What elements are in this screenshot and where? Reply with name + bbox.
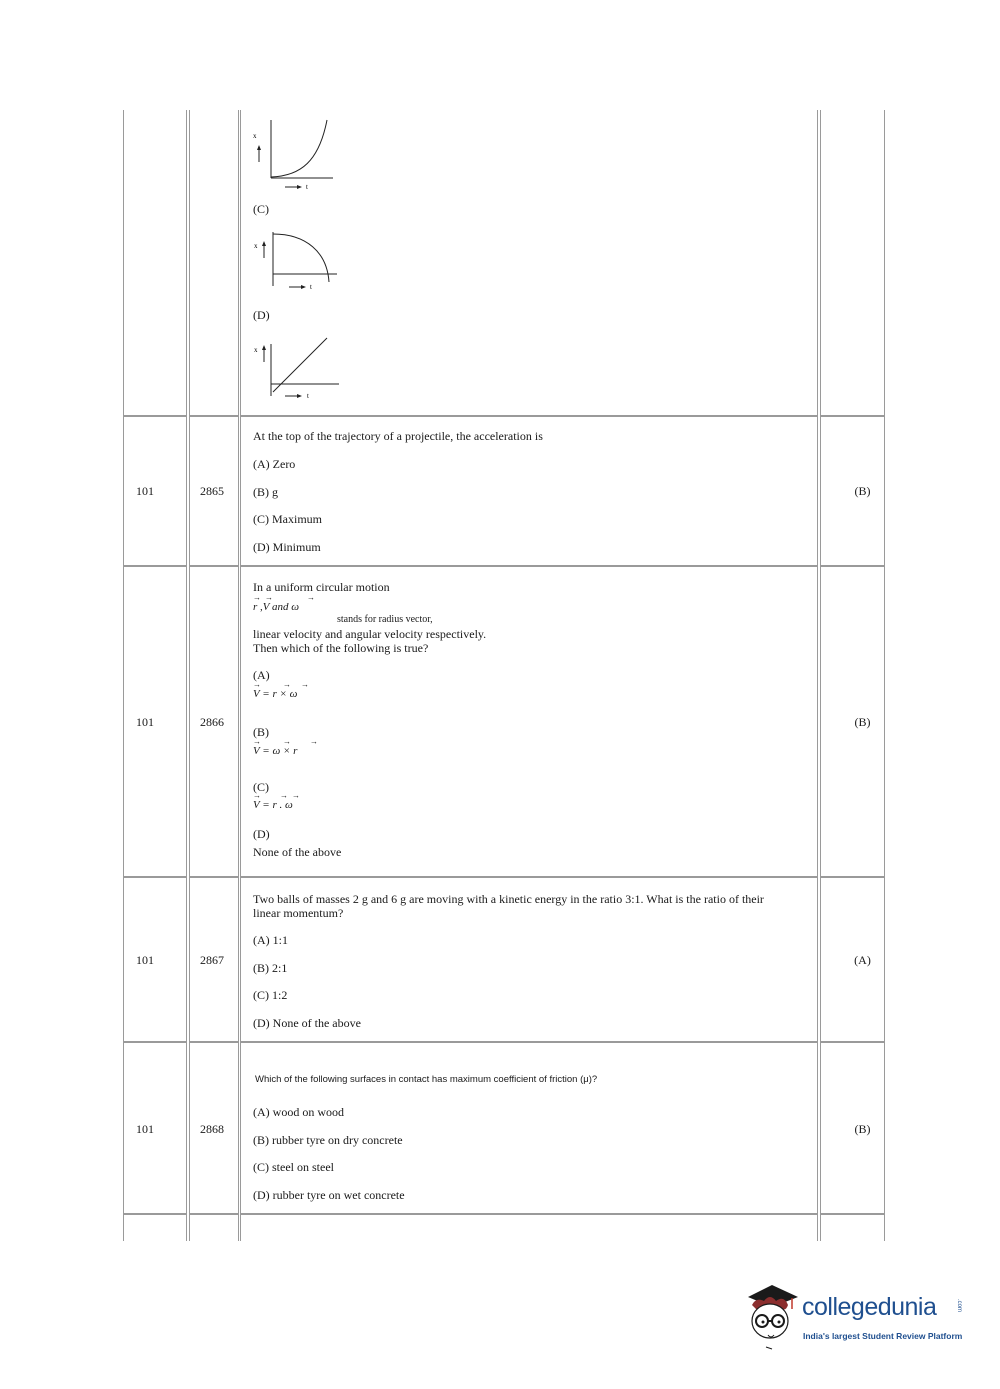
option-d-label: (D) <box>253 827 270 841</box>
subject-code: 101 <box>136 1122 154 1136</box>
question-id: 2865 <box>200 484 224 498</box>
question-text-line3: Then which of the following is true? <box>253 641 429 655</box>
answer-cell <box>820 1042 885 1214</box>
option-a: (A) 1:1 <box>253 933 288 947</box>
question-id: 2868 <box>200 1122 224 1136</box>
answer-cell <box>820 877 885 1042</box>
axis-label-t: t <box>307 392 309 400</box>
table-row <box>123 877 885 1042</box>
option-d-label: (D) <box>253 308 270 322</box>
question-id: 2866 <box>200 715 224 729</box>
option-a: (A) wood on wood <box>253 1105 344 1119</box>
answer-cell <box>820 1214 885 1241</box>
graph-quarter-circle <box>251 228 361 298</box>
option-a-formula <box>253 682 310 700</box>
question-id: 2867 <box>200 953 224 967</box>
qid-cell <box>189 566 239 877</box>
axis-label-x: x <box>254 242 258 250</box>
subject-cell <box>123 110 187 416</box>
option-c-formula <box>253 793 301 811</box>
formula-arrows: → → → <box>253 791 301 800</box>
table-row <box>123 1042 885 1214</box>
answer-cell <box>820 566 885 877</box>
qid-cell <box>189 416 239 566</box>
question-cell <box>240 110 818 416</box>
option-b: (B) 2:1 <box>253 961 288 975</box>
option-b-label: (B) <box>253 725 269 739</box>
option-c-label: (C) <box>253 202 269 216</box>
formula-arrows: → → → <box>253 680 310 689</box>
axis-label-x: x <box>254 346 258 354</box>
axis-label-x: x <box>253 132 257 140</box>
subject-cell <box>123 566 187 877</box>
answer-value: (A) <box>854 953 871 967</box>
option-d-text: None of the above <box>253 845 342 859</box>
question-text-line1: Two balls of masses 2 g and 6 g are moving with a kinetic energy in the ratio 3:1. What is the ratio of their <box>253 892 764 906</box>
formula-text: V = ω × r <box>253 745 298 757</box>
option-a-label: (A) <box>253 668 270 682</box>
vector-arrows: → → → <box>253 593 316 602</box>
table-row <box>123 110 885 416</box>
question-cell <box>240 1042 818 1214</box>
qid-cell <box>189 1214 239 1241</box>
option-b: (B) rubber tyre on dry concrete <box>253 1133 403 1147</box>
subject-code: 101 <box>136 953 154 967</box>
subject-cell <box>123 877 187 1042</box>
formula-text: V = r × ω <box>253 688 298 700</box>
question-cell <box>240 416 818 566</box>
graph-exponential <box>251 116 361 196</box>
question-text-line2: linear momentum? <box>253 906 344 920</box>
table-row <box>123 1214 885 1241</box>
question-text-line2: linear velocity and angular velocity respectively. <box>253 627 487 641</box>
subject-cell <box>123 1042 187 1214</box>
subject-code: 101 <box>136 715 154 729</box>
option-c: (C) 1:2 <box>253 988 288 1002</box>
answer-cell <box>820 110 885 416</box>
qid-cell <box>189 877 239 1042</box>
logo-tagline: India's largest Student Review Platform <box>803 1331 963 1341</box>
vector-symbols-text: r ,V and ω <box>253 601 300 613</box>
table-row <box>123 416 885 566</box>
table-row <box>123 566 885 877</box>
qid-cell <box>189 110 239 416</box>
subject-cell <box>123 1214 187 1241</box>
option-c-label: (C) <box>253 780 269 794</box>
graph-linear <box>251 332 361 402</box>
option-b-formula <box>253 739 319 757</box>
option-d: (D) Minimum <box>253 540 321 554</box>
question-cell <box>240 1214 818 1241</box>
axis-label-t: t <box>310 283 312 291</box>
option-b: (B) g <box>253 485 278 499</box>
answer-value: (B) <box>854 715 871 729</box>
option-c: (C) Maximum <box>253 512 322 526</box>
question-text-line1: In a uniform circular motion <box>253 580 390 594</box>
vector-symbols <box>253 595 316 613</box>
formula-arrows: → → → <box>253 737 319 746</box>
axis-label-t: t <box>306 183 308 191</box>
answer-value: (B) <box>854 484 871 498</box>
qid-cell <box>189 1042 239 1214</box>
subject-cell <box>123 416 187 566</box>
stands-for-text: stands for radius vector, <box>337 614 433 625</box>
logo-wordmark: collegedunia <box>802 1293 937 1321</box>
question-text: Which of the following surfaces in contact has maximum coefficient of friction (μ)? <box>255 1074 598 1085</box>
option-d: (D) rubber tyre on wet concrete <box>253 1188 405 1202</box>
collegedunia-logo <box>742 1283 972 1353</box>
option-a: (A) Zero <box>253 457 296 471</box>
mascot-icon <box>742 1283 802 1349</box>
formula-text: V = r . ω <box>253 799 293 811</box>
logo-suffix: .com <box>956 1299 962 1313</box>
subject-code: 101 <box>136 484 154 498</box>
answer-value: (B) <box>854 1122 871 1136</box>
answer-cell <box>820 416 885 566</box>
question-cell <box>240 877 818 1042</box>
question-text: At the top of the trajectory of a projectile, the acceleration is <box>253 429 543 443</box>
option-c: (C) steel on steel <box>253 1160 334 1174</box>
option-d: (D) None of the above <box>253 1016 361 1030</box>
question-cell <box>240 566 818 877</box>
